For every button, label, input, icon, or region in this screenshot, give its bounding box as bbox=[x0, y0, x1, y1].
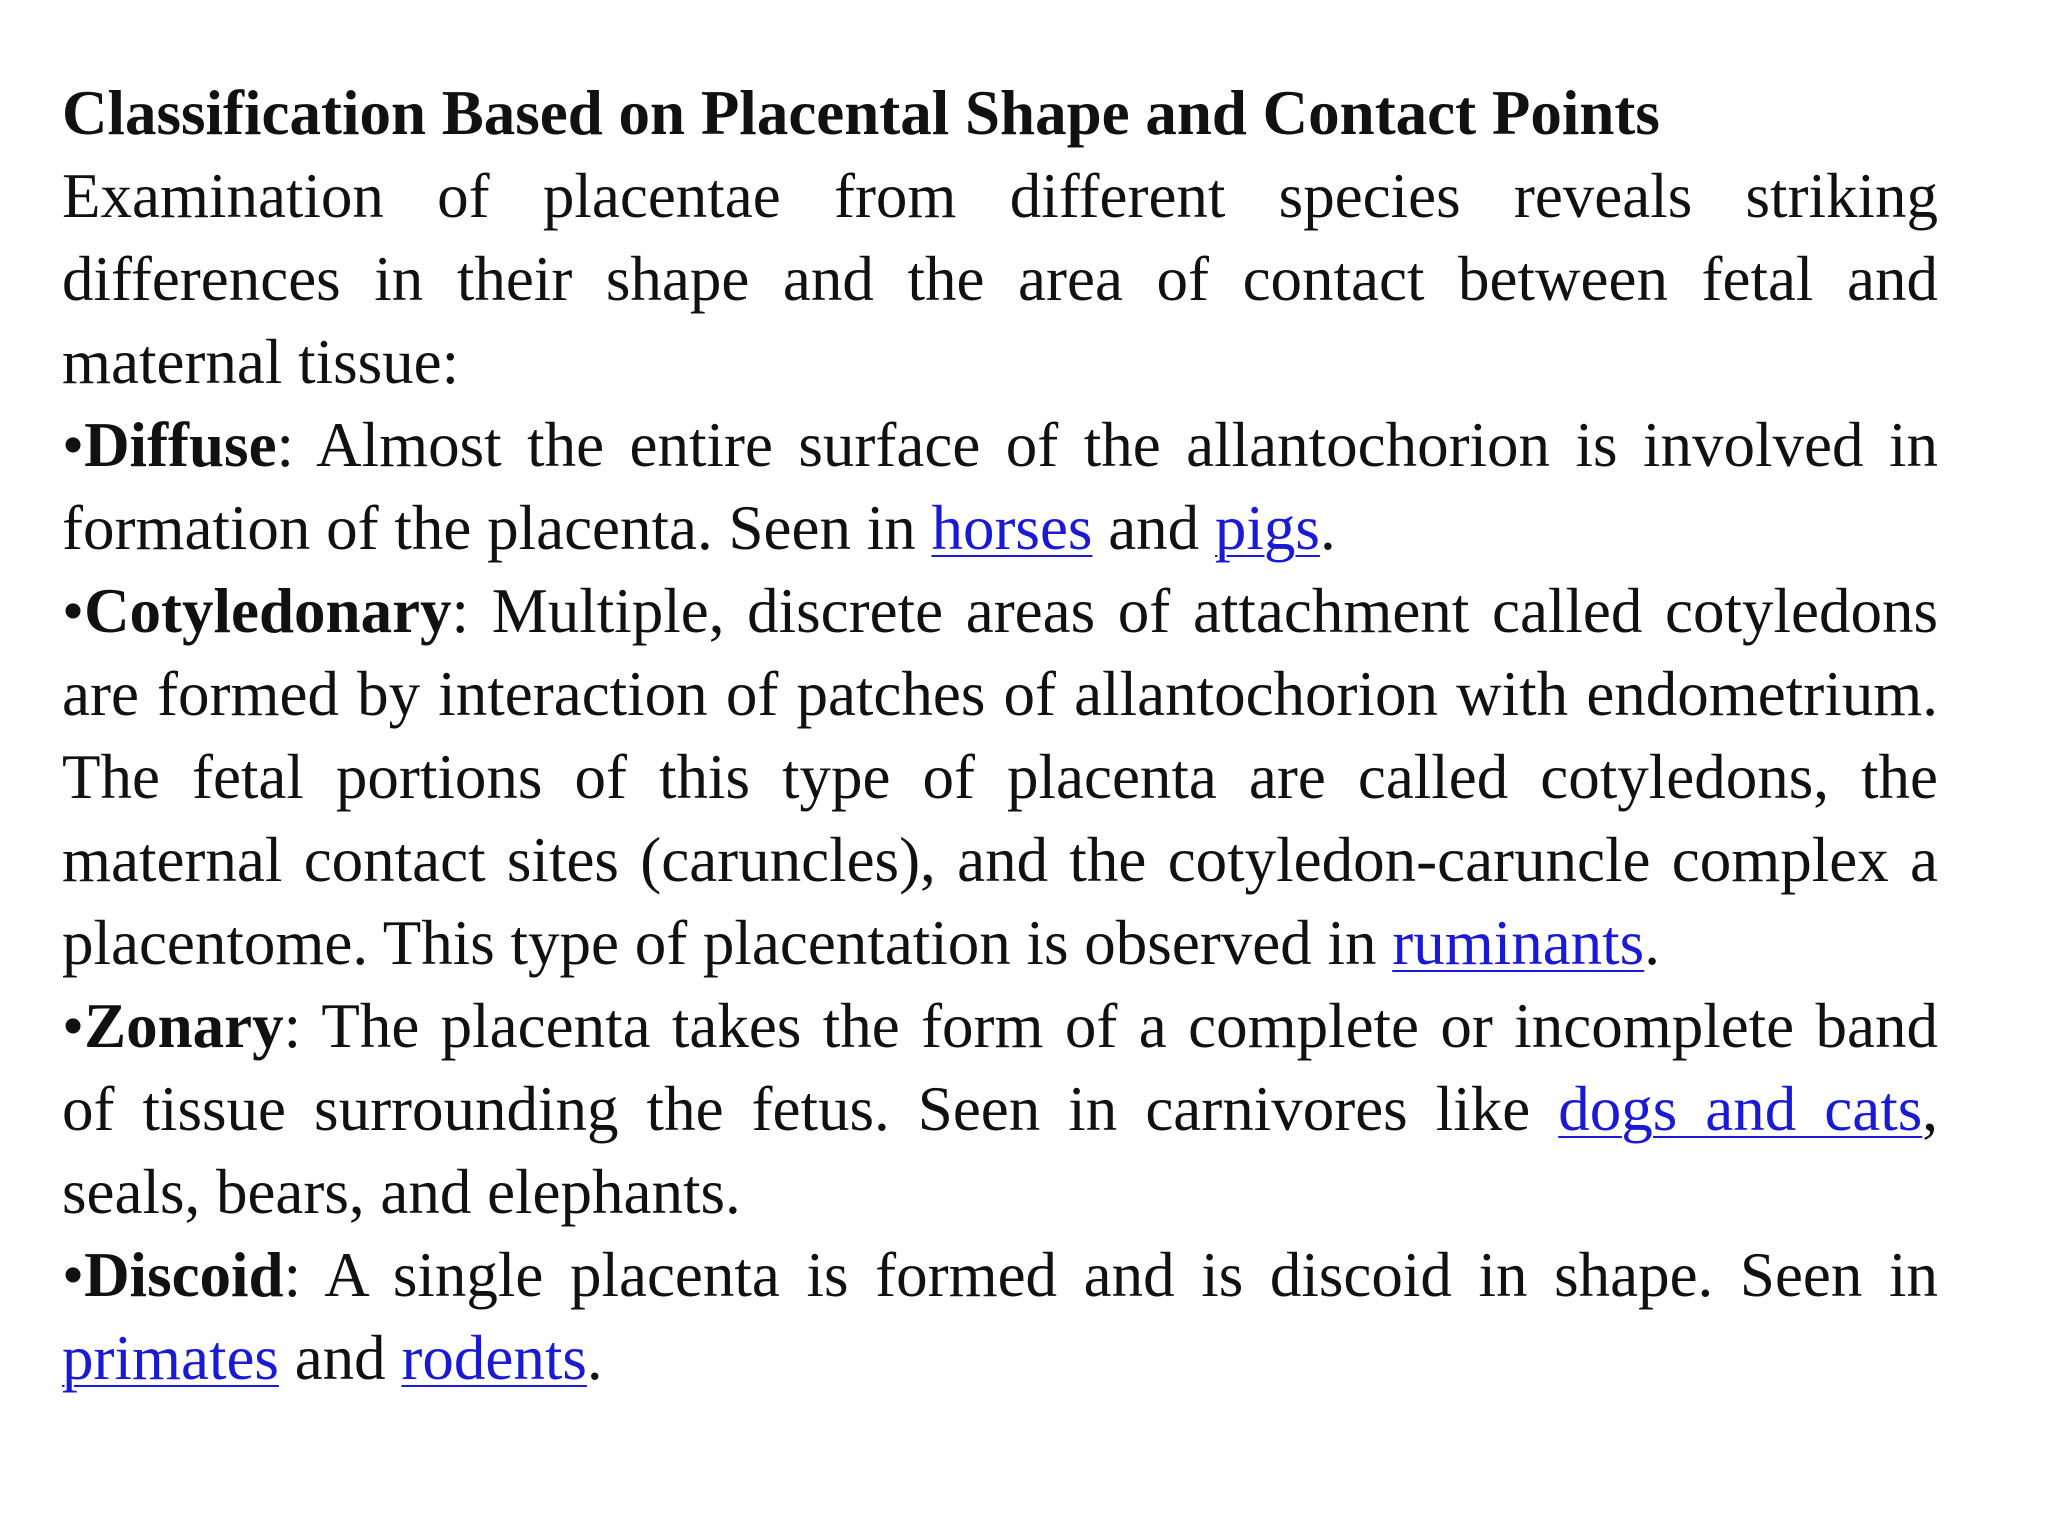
link-rodents[interactable]: rodents bbox=[401, 1323, 587, 1393]
term-zonary: Zonary bbox=[84, 991, 284, 1061]
bullet-discoid bbox=[62, 1234, 1938, 1400]
bullet-marker: • bbox=[62, 410, 85, 480]
link-dogs-and-cats[interactable]: dogs and cats bbox=[1558, 1074, 1923, 1144]
bullet-text: . bbox=[586, 1323, 603, 1393]
bullet-zonary bbox=[62, 985, 1938, 1234]
bullet-cotyledonary bbox=[62, 570, 1938, 985]
term-cotyledonary: Cotyledonary bbox=[84, 576, 452, 646]
bullet-diffuse bbox=[62, 404, 1938, 570]
intro-paragraph: Examination of placentae from different species reveals striking differences in their shape and the area of contact between fetal and maternal tissue: bbox=[62, 161, 1938, 397]
bullet-text: Multiple, discrete areas of attachment called cotyledons are formed by interaction of patches of allantochorion with endometrium. The fetal portions of this type of placenta are called cotyledons, the maternal contact sites (caruncles), and the cotyledon-caruncle complex a placentome. This type of placentation is observed in bbox=[62, 576, 1938, 978]
link-pigs[interactable]: pigs bbox=[1214, 493, 1320, 563]
term-discoid: Discoid bbox=[84, 1240, 284, 1310]
page-title: Classification Based on Placental Shape and Contact Points bbox=[62, 78, 1660, 148]
bullet-text: . bbox=[1644, 908, 1660, 978]
term-diffuse: Diffuse bbox=[84, 410, 277, 480]
term-separator: : bbox=[451, 576, 470, 646]
bullet-text: , seals, bears, and elephants. bbox=[62, 1074, 1938, 1227]
link-primates[interactable]: primates bbox=[62, 1323, 279, 1393]
bullet-text: and bbox=[1092, 493, 1215, 563]
bullet-text: and bbox=[278, 1323, 402, 1393]
link-horses[interactable]: horses bbox=[931, 493, 1093, 563]
bullet-text: Almost the entire surface of the allantochorion is involved in formation of the placenta. Seen in bbox=[62, 410, 1938, 563]
link-ruminants[interactable]: ruminants bbox=[1392, 908, 1645, 978]
bullet-text: A single placenta is formed and is discoid in shape. Seen in bbox=[301, 1240, 1938, 1310]
term-separator: : bbox=[283, 1240, 302, 1310]
bullet-text: . bbox=[1319, 493, 1336, 563]
bullet-marker: • bbox=[62, 1240, 85, 1310]
bullet-text: The placenta takes the form of a complete or incomplete band of tissue surrounding the fetus. Seen in carnivores like bbox=[62, 991, 1938, 1144]
term-separator: : bbox=[283, 991, 302, 1061]
bullet-marker: • bbox=[62, 991, 85, 1061]
bullet-marker: • bbox=[62, 576, 85, 646]
term-separator: : bbox=[276, 410, 295, 480]
slide-content bbox=[62, 72, 1938, 1400]
